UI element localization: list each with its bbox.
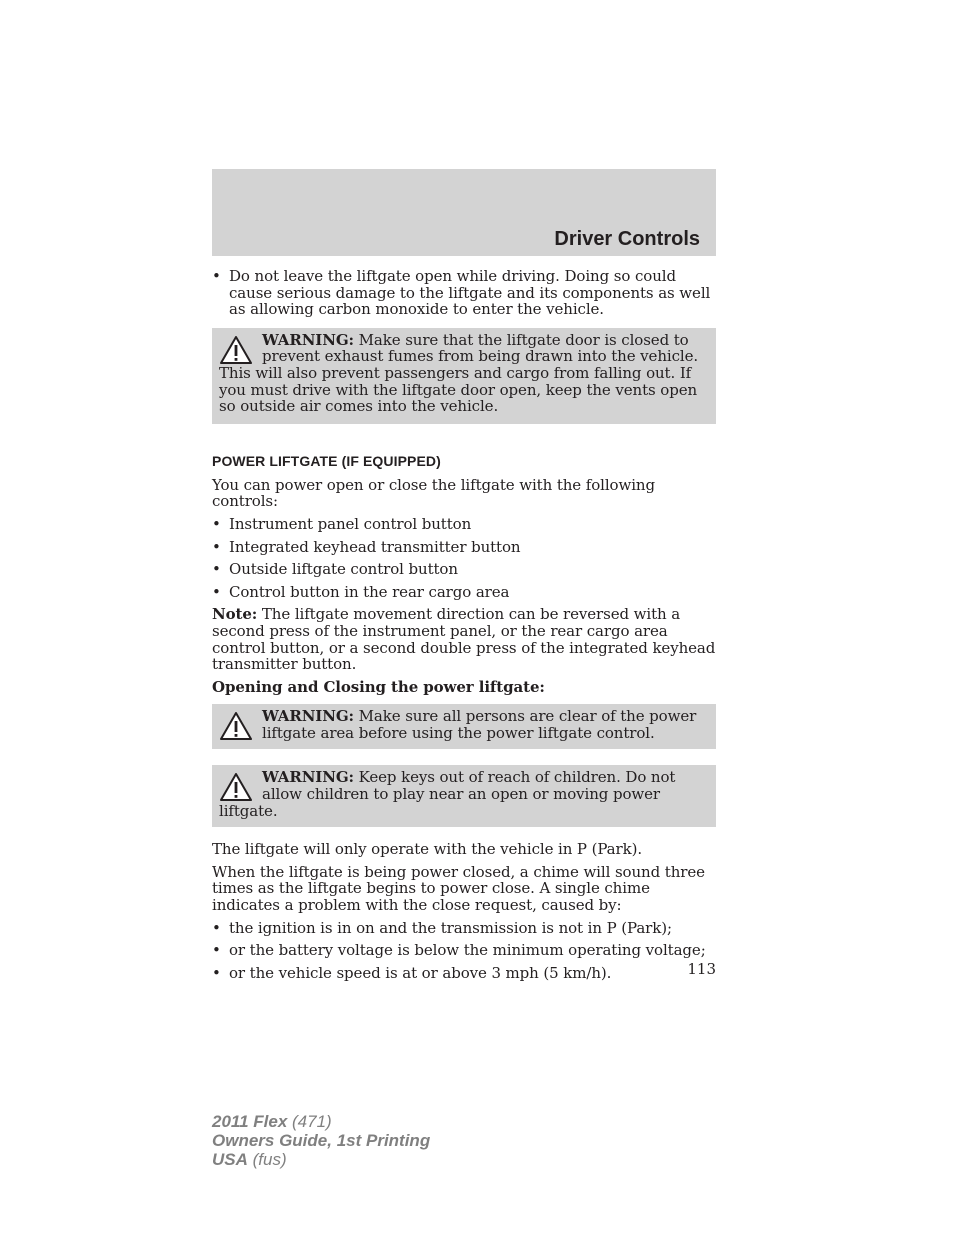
- power-liftgate-heading: POWER LIFTGATE (IF EQUIPPED): [212, 452, 441, 469]
- control-item-text: Instrument panel control button: [229, 514, 472, 533]
- warning-label: WARNING:: [262, 707, 354, 726]
- note-paragraph: [212, 606, 716, 672]
- bullet-dot: •: [212, 941, 221, 960]
- warning-triangle-icon: [220, 772, 252, 802]
- list-item: [212, 965, 716, 982]
- list-item: [212, 942, 716, 959]
- chime-paragraph: When the liftgate is being power closed, a chime will sound three times as the liftgate begins to power close. A single chime indicates a problem with the close request, caused by:: [212, 862, 705, 915]
- bullet-dot: •: [212, 267, 221, 285]
- warning-box-keys: [212, 765, 716, 827]
- footer-line-market: [212, 1150, 430, 1169]
- footer-line-guide: [212, 1131, 430, 1150]
- cause-item-text: the ignition is in on and the transmission is not in P (Park);: [229, 918, 672, 937]
- warning-text: Keep keys out of reach of children. Do not allow children to play near an open or moving power liftgate.: [219, 768, 676, 820]
- footer-model: 2011 Flex: [212, 1112, 288, 1131]
- note-label: Note:: [212, 605, 258, 624]
- warning-label: WARNING:: [262, 768, 354, 787]
- list-item: [212, 539, 716, 556]
- control-item-text: Outside liftgate control button: [229, 560, 458, 579]
- list-item: [212, 920, 716, 937]
- cause-item-text: or the battery voltage is below the minimum operating voltage;: [229, 941, 706, 960]
- list-item: [212, 584, 716, 601]
- list-item: [212, 561, 716, 578]
- page-content: [212, 268, 716, 987]
- control-item-text: Integrated keyhead transmitter button: [229, 537, 521, 556]
- list-item: [212, 516, 716, 533]
- bullet-dot: •: [212, 514, 221, 533]
- cause-item-text: or the vehicle speed is at or above 3 mph (5 km/h).: [229, 963, 612, 982]
- warning-triangle-icon: [220, 335, 252, 365]
- bullet-dot: •: [212, 963, 221, 982]
- control-item-text: Control button in the rear cargo area: [229, 582, 510, 601]
- footer-model-code: (471): [287, 1112, 332, 1131]
- power-intro: You can power open or close the liftgate with the following controls:: [212, 475, 655, 511]
- warning-text: Make sure that the liftgate door is closed to prevent exhaust fumes from being drawn into the vehicle. This will also prevent passengers and cargo from falling out. If you must drive with the liftgate door open, keep the vents open so outside air comes into the vehicle.: [219, 330, 699, 416]
- warning-text: Make sure all persons are clear of the power liftgate area before using the power liftgate control.: [262, 707, 697, 742]
- warning-box-exhaust: [212, 328, 716, 424]
- warning-label: WARNING:: [262, 330, 354, 349]
- bullet-dot: •: [212, 560, 221, 579]
- intro-bullet-text: Do not leave the liftgate open while driving. Doing so could cause serious damage to the liftgate and its components as well as allowing carbon monoxide to enter the vehicle.: [229, 267, 711, 319]
- note-text: The liftgate movement direction can be reversed with a second press of the instrument panel, or the rear cargo area control button, or a second double press of the integrated keyhead transmitter button.: [212, 605, 716, 674]
- page-number: 113: [687, 960, 716, 978]
- bullet-dot: •: [212, 582, 221, 601]
- bullet-dot: •: [212, 537, 221, 556]
- footer-market: USA: [212, 1150, 248, 1169]
- footer-guide: Owners Guide, 1st Printing: [212, 1131, 431, 1150]
- footer-printing-info: [212, 1112, 430, 1169]
- section-header-band: [212, 169, 716, 256]
- park-paragraph: The liftgate will only operate with the vehicle in P (Park).: [212, 840, 642, 859]
- footer-market-code: (fus): [247, 1150, 287, 1169]
- opening-closing-heading: Opening and Closing the power liftgate:: [212, 677, 545, 696]
- warning-triangle-icon: [220, 711, 252, 741]
- warning-box-persons: [212, 704, 716, 749]
- bullet-dot: •: [212, 918, 221, 937]
- intro-bullet: [212, 268, 716, 318]
- footer-line-model: [212, 1112, 430, 1131]
- section-title: Driver Controls: [554, 228, 700, 250]
